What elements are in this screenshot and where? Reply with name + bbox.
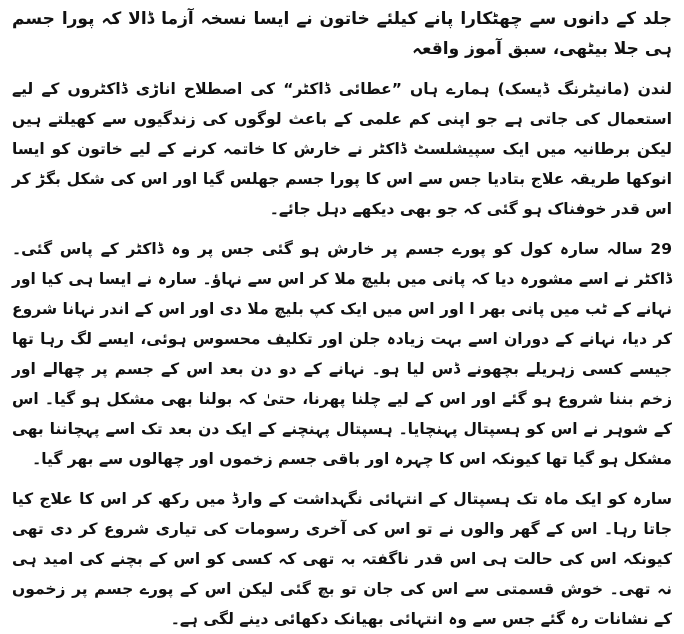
article-paragraph-2: 29 سالہ سارہ کول کو پورے جسم پر خارش ہو گئی جس پر وہ ڈاکٹر کے پاس گئی۔ ڈاکٹر نے اسے مشورہ دیا کہ پانی میں بلیچ ملا کر اس سے نہاؤ۔ سارہ نے ایسا ہی کیا اور نہانے کے ٹب میں پانی بھر ا اور اس میں ایک کپ بلیچ ملا دی اور اس کے اندر نہانا شروع کر دیا، نہانے کے دوران اسے بہت زیادہ جلن اور تکلیف محسوس ہوئی، ایسے لگ رہا تھا جیسے کسی زہریلے بچھونے ڈس لیا ہو۔ نہانے کے دو دن بعد اس کے جسم پر چھالے اور زخم بننا شروع ہو گئے اور اس کے لیے چلنا پھرنا، حتیٰ کہ بولنا بھی مشکل ہو گیا۔ اس کے شوہر نے اس کو ہسپتال پہنچایا۔ ہسپتال پہنچنے کے ایک دن بعد تک اسے پہچاننا بھی مشکل ہو گیا تھا کیونکہ اس کا چہرہ اور باقی جسم زخموں اور چھالوں سے بھر گیا۔ bbox=[12, 240, 672, 468]
article-paragraph-1: لندن (مانیٹرنگ ڈیسک) ہمارے ہاں ”عطائی ڈاکٹر“ کی اصطلاح اناڑی ڈاکٹروں کے لیے استعمال کی جاتی ہے جو اپنی کم علمی کے باعث لوگوں کی زندگیوں سے کھیلتے ہیں لیکن برطانیہ میں ایک سپیشلسٹ ڈاکٹر نے خارش کا خاتمہ کرنے کے لیے خاتون کو ایسا انوکھا طریقہ علاج بتادیا جس سے اس کا پورا جسم جھلس گیا اور اس کی شکل بگڑ کر اس قدر خوفناک ہو گئی کہ جو بھی دیکھے دہل جائے۔ bbox=[12, 80, 672, 218]
article-paragraph-3: سارہ کو ایک ماہ تک ہسپتال کے انتہائی نگہداشت کے وارڈ میں رکھ کر اس کا علاج کیا جاتا رہا۔ اس کے گھر والوں نے تو اس کی آخری رسومات کی تیاری شروع کر دی تھی کیونکہ اس کی حالت ہی اس قدر ناگفتہ بہ تھی کہ کسی کو اس کے بچنے کی امید ہی نہ تھی۔ خوش قسمتی سے اس کی جان تو بچ گئی لیکن اس کے پورے جسم پر زخموں کے نشانات رہ گئے جس سے وہ انتہائی بھیانک دکھائی دینے لگی ہے۔ bbox=[12, 490, 672, 628]
article-headline: جلد کے دانوں سے چھٹکارا پانے کیلئے خاتون نے ایسا نسخہ آزما ڈالا کہ پورا جسم ہی جلا بیٹھی، سبق آموز واقعہ bbox=[12, 9, 672, 59]
